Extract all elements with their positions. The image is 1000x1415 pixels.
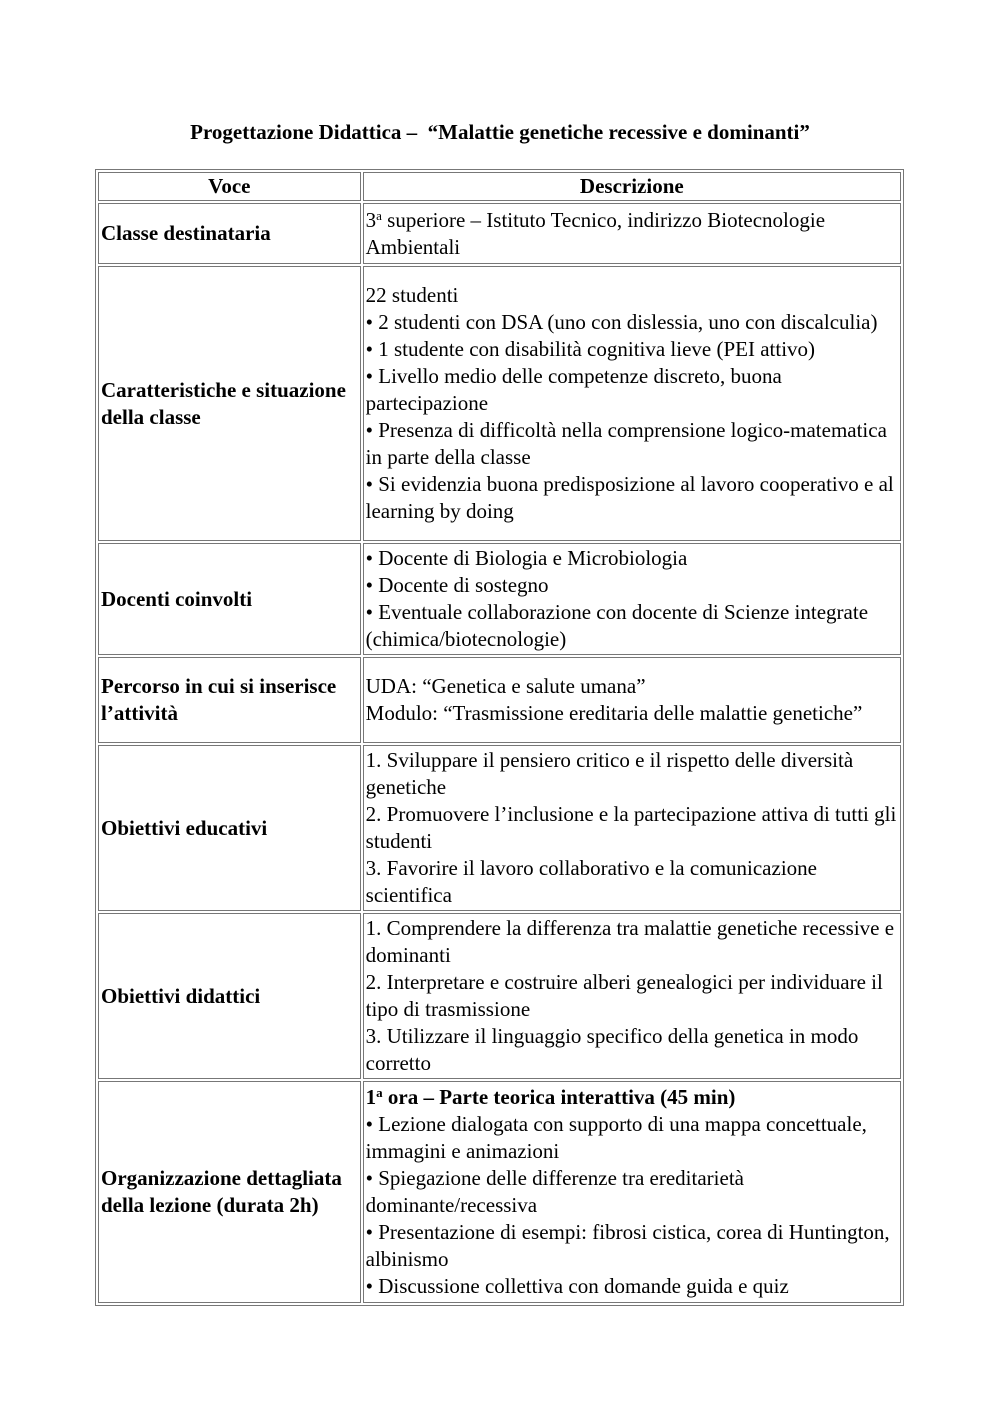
- table-header-row: [98, 172, 901, 201]
- row-label: Organizzazione dettagliata della lezione (durata 2h): [98, 1081, 361, 1303]
- table-row: [98, 266, 901, 541]
- description-line: • Eventuale collaborazione con docente di Scienze integrate (chimica/biotecnologie): [365, 600, 869, 651]
- row-description: [363, 266, 901, 541]
- row-description: [363, 745, 901, 911]
- row-label: Caratteristiche e situazione della classe: [98, 266, 361, 541]
- lesson-plan-table: [95, 169, 904, 1306]
- row-description: [363, 657, 901, 743]
- row-description: [363, 543, 901, 655]
- row-label: Obiettivi didattici: [98, 913, 361, 1079]
- description-line: • Livello medio delle competenze discreto, buona partecipazione: [365, 364, 782, 415]
- description-line: [366, 207, 898, 261]
- description-line: • Spiegazione delle differenze tra ereditarietà dominante/recessiva: [365, 1166, 744, 1217]
- row-description: [363, 1081, 901, 1303]
- column-header-descrizione: Descrizione: [363, 172, 901, 201]
- description-line: 3. Favorire il lavoro collaborativo e la comunicazione scientifica: [365, 856, 817, 907]
- table-row: [98, 203, 901, 264]
- description-line: • 1 studente con disabilità cognitiva lieve (PEI attivo): [365, 337, 816, 361]
- description-line: • Presenza di difficoltà nella comprensione logico-matematica in parte della classe: [365, 418, 887, 469]
- line-text: ora – Parte teorica interattiva (45 min): [382, 1085, 736, 1109]
- description-line: Modulo: “Trasmissione ereditaria delle malattie genetiche”: [365, 701, 863, 725]
- ordinal-number: 1: [365, 1085, 377, 1109]
- row-label: Percorso in cui si inserisce l’attività: [98, 657, 361, 743]
- description-line: • Docente di Biologia e Microbiologia: [365, 546, 688, 570]
- row-label: Obiettivi educativi: [98, 745, 361, 911]
- row-description: [363, 203, 901, 264]
- description-line: • Presentazione di esempi: fibrosi cistica, corea di Huntington, albinismo: [365, 1220, 890, 1271]
- row-label: Docenti coinvolti: [98, 543, 361, 655]
- description-line: UDA: “Genetica e salute umana”: [365, 674, 646, 698]
- description-line: • Lezione dialogata con supporto di una mappa concettuale, immagini e animazioni: [365, 1112, 867, 1163]
- line-text: superiore – Istituto Tecnico, indirizzo Biotecnologie Ambientali: [365, 207, 826, 259]
- description-line: • Discussione collettiva con domande guida e quiz: [365, 1274, 789, 1298]
- description-line: 1. Comprendere la differenza tra malattie genetiche recessive e dominanti: [365, 916, 895, 967]
- description-line: [366, 1084, 898, 1111]
- table-body: [98, 203, 901, 1303]
- table-row: [98, 657, 901, 743]
- table-row: [98, 913, 901, 1079]
- row-description: [363, 913, 901, 1079]
- row-label: Classe destinataria: [98, 203, 361, 264]
- description-line: 3. Utilizzare il linguaggio specifico della genetica in modo corretto: [365, 1024, 859, 1075]
- description-line: 2. Interpretare e costruire alberi genealogici per individuare il tipo di trasmissione: [365, 970, 883, 1021]
- ordinal-number: 3: [365, 207, 377, 232]
- description-line: • 2 studenti con DSA (uno con dislessia, uno con discalculia): [365, 310, 878, 334]
- ordinal-indicator: a: [376, 1085, 383, 1100]
- description-line: • Si evidenzia buona predisposizione al lavoro cooperativo e al learning by doing: [365, 472, 894, 523]
- ordinal-indicator: a: [376, 207, 382, 223]
- column-header-voce: Voce: [98, 172, 361, 201]
- description-line: • Docente di sostegno: [365, 573, 549, 597]
- page-title: Progettazione Didattica – “Malattie genetiche recessive e dominanti”: [190, 120, 810, 144]
- table-row: [98, 745, 901, 911]
- description-line: 2. Promuovere l’inclusione e la partecipazione attiva di tutti gli studenti: [365, 802, 897, 853]
- table-row: [98, 543, 901, 655]
- description-line: 22 studenti: [365, 283, 459, 307]
- description-line: 1. Sviluppare il pensiero critico e il rispetto delle diversità genetiche: [365, 748, 854, 799]
- table-row: [98, 1081, 901, 1303]
